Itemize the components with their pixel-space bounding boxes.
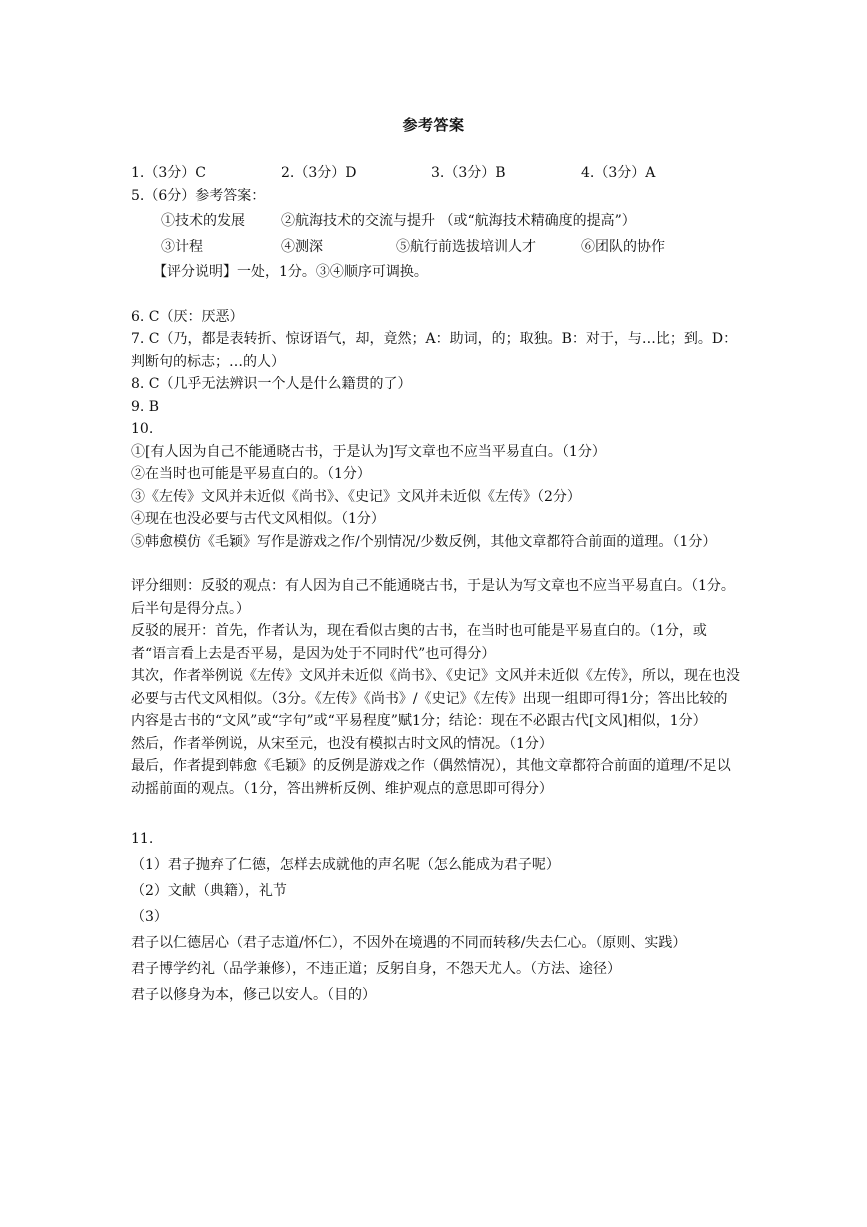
q7-answer: 7. C（乃，都是表转折、惊讶语气，却，竟然；A：助词，的；取独。B：对于，与…比；到。D：判断句的标志；…的人） (131, 331, 738, 370)
q11-section (131, 826, 741, 1008)
q5-scoring-note: 【评分说明】一处，1分。③④顺序可调换。 (153, 264, 428, 280)
q8-answer: 8. C（几乎无法辨识一个人是什么籍贯的了） (131, 376, 412, 392)
q5-row-2 (131, 236, 741, 259)
q5-item: ③计程 (161, 238, 203, 255)
q10-scoring-detail: 评分细则：反驳的观点：有人因为自己不能通晓古书，于是认为写文章也不应当平易直白。（1分。后半句是得分点。） (131, 578, 735, 617)
q5-item: ⑤航行前选拔培训人才 (396, 238, 536, 255)
spacer (131, 284, 741, 306)
q11-item: （1）君子抛弃了仁德，怎样去成就他的声名呢（怎么能成为君子呢） (131, 857, 560, 873)
q5-item: ⑥团队的协作 (581, 238, 665, 255)
q5-item: ①技术的发展 (161, 213, 245, 229)
q10-item: ①[有人因为自己不能通晓古书，于是认为]写文章也不应当平易直白。（1分） (131, 443, 606, 460)
answer-content (131, 162, 741, 1008)
q10-scoring-detail: 最后，作者提到韩愈《毛颖》的反例是游戏之作（偶然情况），其他文章都符合前面的道理/不足以动摇前面的观点。（1分，答出辨析反例、维护观点的意思即可得分） (131, 758, 731, 797)
spacer (131, 800, 741, 826)
q5-item: ②航海技术的交流与提升 （或“航海技术精确度的提高”） (281, 213, 636, 229)
q11-item: （2）文献（典籍），礼节 (131, 883, 287, 899)
page-title: 参考答案 (402, 116, 465, 134)
answer-4: 4.（3分）A (581, 165, 656, 181)
q5-item: ④测深 (281, 238, 323, 255)
q11-item: 君子博学约礼（品学兼修），不违正道；反躬自身，不怨天尤人。（方法、途径） (131, 961, 621, 977)
q10-scoring-detail: 然后，作者举例说，从宋至元，也没有模拟古时文风的情况。（1分） (131, 735, 553, 752)
q10-scoring-detail: 反驳的展开：首先，作者认为，现在看似古奥的古书，在当时也可能是平易直白的。（1分，或者“语言看上去是否平易，是因为处于不同时代”也可得分） (131, 623, 707, 662)
multiple-choice-answers (131, 162, 751, 185)
q11-header: 11. (131, 831, 154, 847)
q9-answer: 9. B (131, 398, 160, 415)
q11-item: 君子以仁德居心（君子志道/怀仁），不因外在境遇的不同而转移/失去仁心。（原则、实践） (131, 935, 687, 951)
spacer (131, 553, 741, 575)
q10-item: ⑤韩愈模仿《毛颖》写作是游戏之作/个别情况/少数反例，其他文章都符合前面的道理。（1分） (131, 533, 717, 550)
answer-1: 1.（3分）C (131, 165, 206, 181)
answer-3: 3.（3分）B (431, 165, 506, 181)
q10-item: ③《左传》文风并未近似《尚书》、《史记》文风并未近似《左传》（2分） (131, 488, 581, 505)
q10-item: ②在当时也可能是平易直白的。（1分） (131, 466, 371, 482)
q5-header: 5.（6分）参考答案： (131, 187, 266, 204)
q11-item: 君子以修身为本，修己以安人。（目的） (131, 987, 376, 1003)
q10-header: 10. (131, 421, 154, 437)
answer-2: 2.（3分）D (281, 165, 357, 181)
q11-item: （3） (131, 909, 168, 925)
q10-scoring-detail: 其次，作者举例说《左传》文风并未近似《尚书》、《史记》文风并未近似《左传》，所以，现在也没必要与古代文风相似。（3分。《左传》《尚书》/《史记》《左传》出现一组即可得1分；答出比较的内容是古书的“文风”或“字句”或“平易程度”赋1分；结论：现在不必跟古代[文风]相似，1分） (131, 668, 740, 729)
q5-row-1 (131, 210, 741, 233)
q10-item: ④现在也没必要与古代文风相似。（1分） (131, 511, 385, 527)
q6-answer: 6. C（厌：厌恶） (131, 308, 244, 325)
